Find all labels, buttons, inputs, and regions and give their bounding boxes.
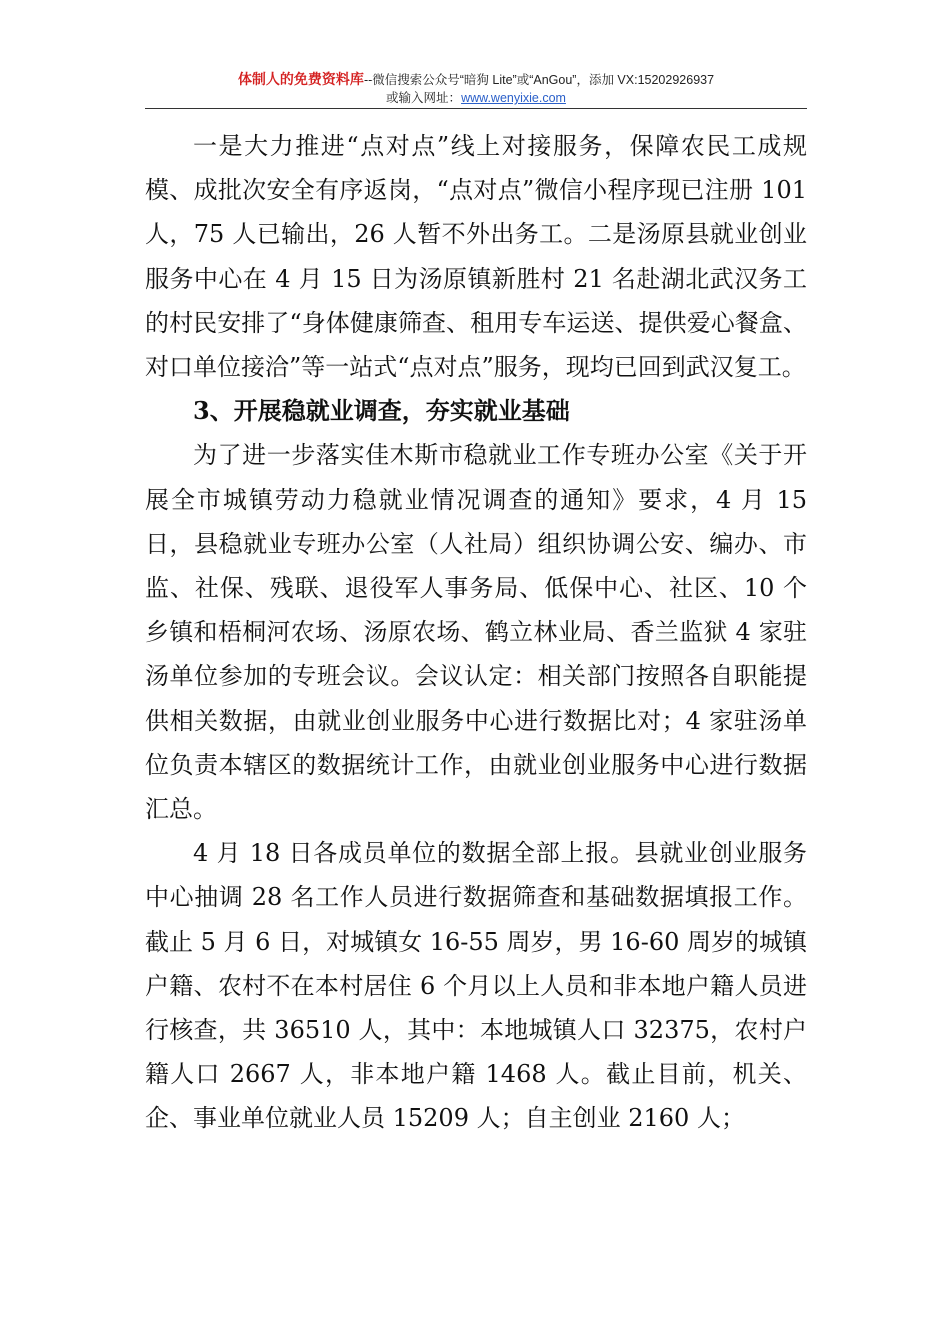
header-url-label: 或输入网址：	[386, 91, 462, 105]
document-header	[145, 70, 807, 107]
paragraph-2: 为了进一步落实佳木斯市稳就业工作专班办公室《关于开展全市城镇劳动力稳就业情况调查的通知》要求，4 月 15 日，县稳就业专班办公室（人社局）组织协调公安、编办、市监、社保、残联、退役军人事务局、低保中心、社区、10 个乡镇和梧桐河农场、汤原农场、鹤立林业局、香兰监狱 4 家驻汤单位参加的专班会议。会议认定：相关部门按照各自职能提供相关数据，由就业创业服务中心进行数据比对；4 家驻汤单位负责本辖区的数据统计工作，由就业创业服务中心进行数据汇总。	[145, 441, 807, 824]
paragraph-3: 4 月 18 日各成员单位的数据全部上报。县就业创业服务中心抽调 28 名工作人员进行数据筛查和基础数据填报工作。截止 5 月 6 日，对城镇女 16-55 周岁，男 16-60 周岁的城镇户籍、农村不在本村居住 6 个月以上人员和非本地户籍人员进行核查，共 36510 人，其中：本地城镇人口 32375，农村户籍人口 2667 人，非本地户籍 1468 人。截止目前，机关、企、事业单位就业人员 15209 人；自主创业 2160 人；	[145, 839, 807, 1133]
header-url-link[interactable]: www.wenyixie.com	[461, 91, 566, 105]
header-line-1	[145, 70, 807, 89]
header-divider	[145, 108, 807, 109]
header-line-2	[145, 89, 807, 107]
document-body	[145, 124, 807, 1141]
section-heading-3: 3、开展稳就业调查，夯实就业基础	[193, 396, 570, 426]
header-brand: 体制人的免费资料库	[237, 71, 364, 87]
paragraph-1: 一是大力推进“点对点”线上对接服务，保障农民工成规模、成批次安全有序返岗，“点对点”微信小程序现已注册 101 人，75 人已输出，26 人暂不外出务工。二是汤原县就业创业服务中心在 4 月 15 日为汤原镇新胜村 21 名赴湖北武汉务工的村民安排了“身体健康筛查、租用专车运送、提供爱心餐盒、对口单位接洽”等一站式“点对点”服务，现均已回到武汉复工。	[145, 132, 807, 382]
header-promo: --微信搜索公众号“暗狗 Lite”或“AnGou”，添加 VX:15202926937	[363, 73, 715, 87]
